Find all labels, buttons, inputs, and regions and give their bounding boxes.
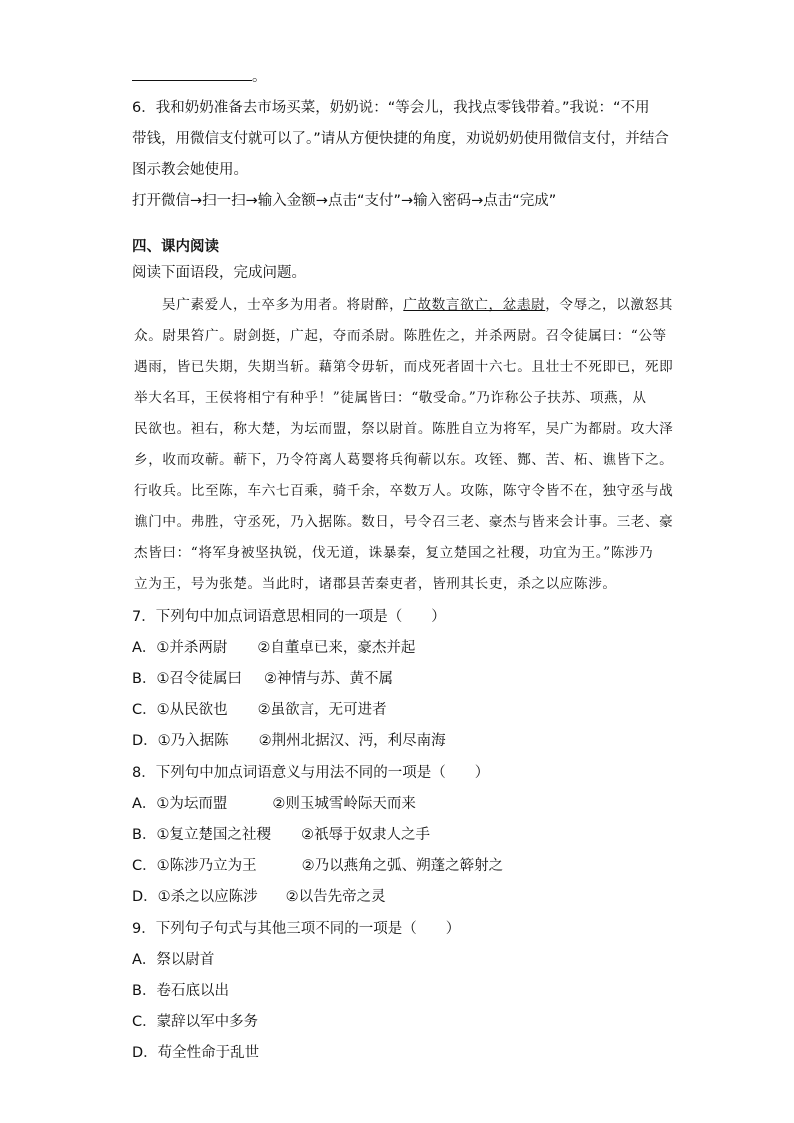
option-part-1: ①召令徒属曰: [156, 671, 242, 687]
passage-line: 众。尉果笞广。尉剑挺，广起，夺而杀尉。陈胜佐之，并杀两尉。召令徒属曰：“公等: [134, 328, 667, 344]
option-text: 卷石底以出: [156, 983, 229, 999]
option-part-1: ①陈涉乃立为王: [156, 858, 257, 874]
q7-option-d[interactable]: [132, 731, 446, 751]
option-part-1: ①复立楚国之社稷: [156, 827, 271, 843]
answer-blank[interactable]: [132, 66, 252, 81]
section-intro: 阅读下面语段，完成问题。: [132, 265, 306, 281]
option-part-2: ②乃以燕角之弧、朔蓬之簳射之: [301, 858, 504, 874]
option-letter: D．: [132, 733, 158, 749]
option-letter: B．: [132, 827, 157, 843]
passage-text: 吴广素爱人，士卒多为用者。将尉醉，: [162, 297, 404, 313]
option-part-2: ②虽欲言，无可进者: [257, 702, 387, 718]
q8-option-b[interactable]: [132, 825, 430, 845]
option-letter: D．: [132, 889, 158, 905]
q6-flow: 打开微信→扫一扫→输入金额→点击“支付”→输入密码→点击“完成”: [132, 193, 557, 209]
q8-option-a[interactable]: [132, 794, 416, 814]
passage-line: 立为王，号为张楚。当此时，诸郡县苦秦吏者，皆刑其长吏，杀之以应陈涉。: [134, 576, 617, 592]
option-letter: C．: [132, 858, 157, 874]
passage-line: [162, 295, 702, 315]
q9-option-c[interactable]: [132, 1012, 258, 1032]
option-part-1: ①并杀两尉: [156, 640, 228, 656]
passage-line: 遇雨，皆已失期，失期当斩。藉第令毋斩，而戍死者固十六七。且壮士不死即已，死即: [134, 359, 674, 375]
option-part-2: ②荆州北据汉、沔，利尽南海: [258, 733, 446, 749]
option-part-2: ②以告先帝之灵: [285, 889, 386, 905]
option-part-2: ②神情与苏、黄不属: [263, 671, 393, 687]
q6-line-3: 图示教会她使用。: [132, 162, 248, 178]
q7-stem: 7．下列句中加点词语意思相同的一项是（ ）: [132, 609, 446, 625]
q6-line-1: 6．我和奶奶准备去市场买菜，奶奶说：“等会儿，我找点零钱带着。”我说：“不用: [132, 100, 650, 116]
passage-line: 乡，收而攻蕲。蕲下，乃令符离人葛婴将兵徇蕲以东。攻铚、酂、苦、柘、谯皆下之。: [134, 452, 674, 468]
q7-option-a[interactable]: [132, 638, 415, 658]
option-part-1: ①杀之以应陈涉: [157, 889, 258, 905]
option-letter: B．: [132, 671, 157, 687]
passage-text: ，令辱之，以激怒其: [545, 297, 673, 313]
q9-option-b[interactable]: [132, 981, 229, 1001]
passage-line: 举大名耳，王侯将相宁有种乎！”徒属皆曰：“敬受命。”乃诈称公子扶苏、项燕，从: [134, 390, 647, 406]
passage-line: 民欲也。袒右，称大楚，为坛而盟，祭以尉首。陈胜自立为将军，吴广为都尉。攻大泽: [134, 421, 674, 437]
q9-option-d[interactable]: [132, 1043, 259, 1063]
q9-option-a[interactable]: [132, 950, 214, 970]
option-letter: C．: [132, 702, 157, 718]
option-part-2: ②则玉城雪岭际天而来: [272, 796, 416, 812]
option-letter: D．: [132, 1045, 158, 1061]
q7-option-c[interactable]: [132, 700, 387, 720]
option-text: 蒙辞以军中多务: [156, 1014, 259, 1030]
option-letter: A．: [132, 796, 157, 812]
option-part-2: ②祇辱于奴隶人之手: [300, 827, 430, 843]
option-part-1: ①为坛而盟: [156, 796, 228, 812]
option-text: 祭以尉首: [156, 952, 215, 968]
passage-underlined: 广故数言欲亡，忿恚尉: [403, 297, 546, 313]
q8-option-c[interactable]: [132, 856, 503, 876]
option-letter: A．: [132, 952, 157, 968]
answer-blank-line: [132, 66, 267, 87]
q7-option-b[interactable]: [132, 669, 393, 689]
option-part-1: ①乃入据陈: [157, 733, 229, 749]
passage-line: 杰皆曰：“将军身被坚执锐，伐无道，诛暴秦，复立楚国之社稷，功宜为王。”陈涉乃: [134, 545, 654, 561]
section-heading: 四、课内阅读: [132, 239, 219, 255]
option-part-2: ②自董卓已来，豪杰并起: [257, 640, 416, 656]
blank-end-mark: 。: [252, 69, 267, 85]
option-letter: A．: [132, 640, 157, 656]
option-letter: C．: [132, 1014, 157, 1030]
passage-line: 行收兵。比至陈，车六七百乘，骑千余，卒数万人。攻陈，陈守令皆不在，独守丞与战: [134, 483, 674, 499]
q9-stem: 9．下列句子句式与其他三项不同的一项是（ ）: [132, 921, 461, 937]
option-text: 苟全性命于乱世: [157, 1045, 260, 1061]
q8-stem: 8．下列句中加点词语意义与用法不同的一项是（ ）: [132, 765, 490, 781]
passage-line: 谯门中。弗胜，守丞死，乃入据陈。数日，号令召三老、豪杰与皆来会计事。三老、豪: [134, 514, 674, 530]
option-letter: B．: [132, 983, 157, 999]
q8-option-d[interactable]: [132, 887, 386, 907]
q6-line-2: 带钱，用微信支付就可以了。”请从方便快捷的角度，劝说奶奶使用微信支付，并结合: [132, 131, 669, 147]
option-part-1: ①从民欲也: [156, 702, 228, 718]
